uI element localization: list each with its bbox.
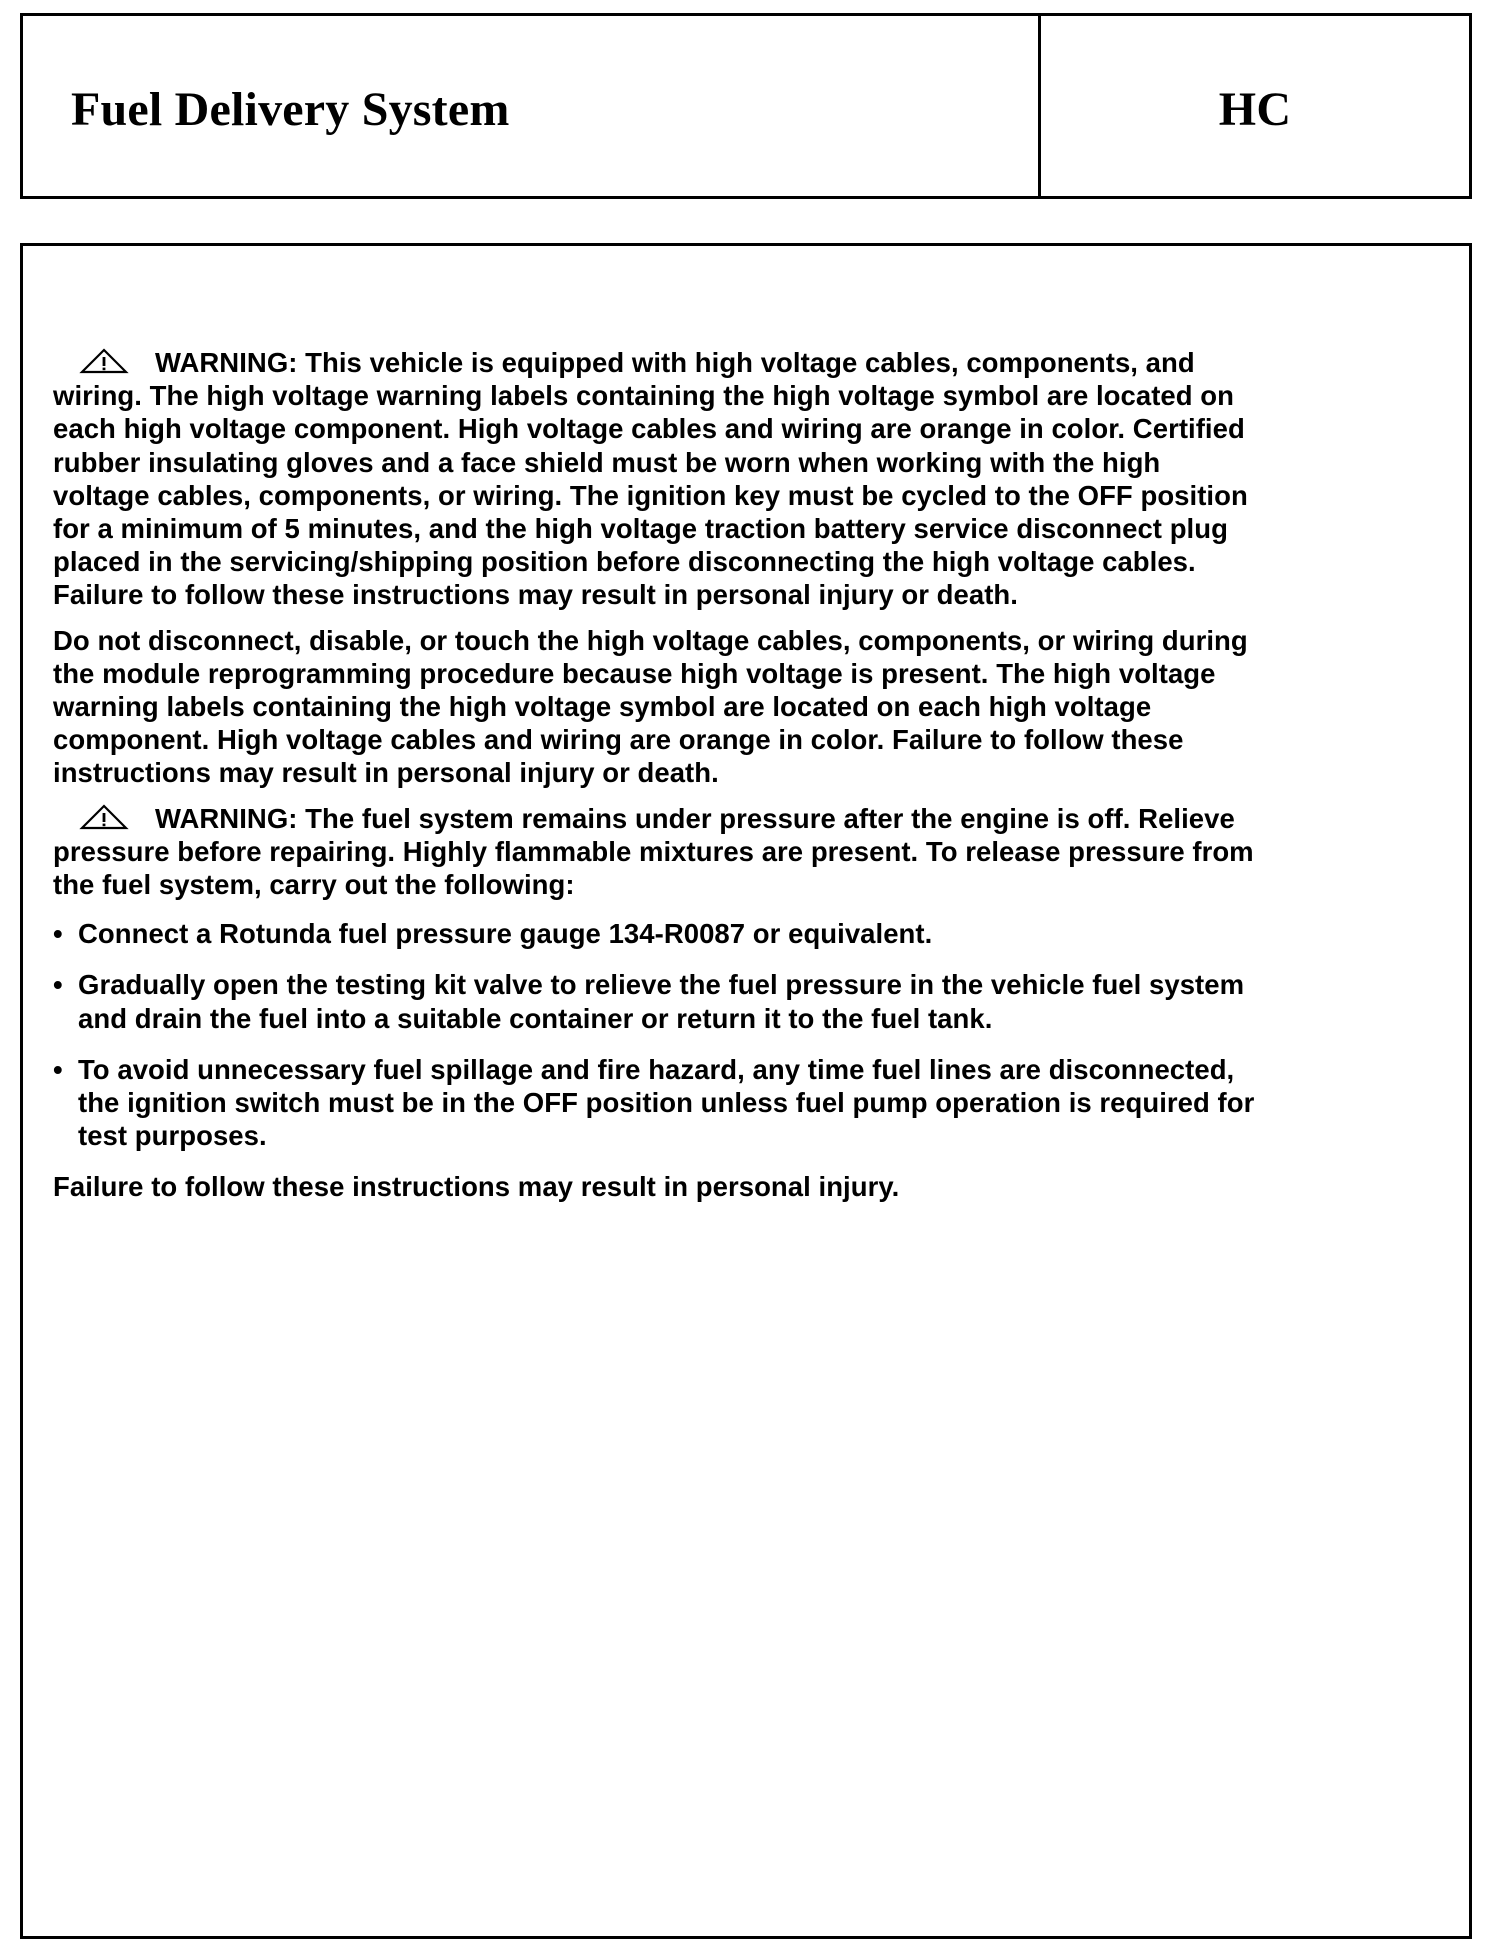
content-box [20, 243, 1472, 1939]
section-code: HC [1218, 82, 1292, 136]
warning-1-line: placed in the servicing/shipping position before disconnecting the high voltage cables. [53, 546, 1196, 578]
bullet-line: Gradually open the testing kit valve to relieve the fuel pressure in the vehicle fuel system [78, 969, 1245, 1001]
warning-1-line: voltage cables, components, or wiring. The ignition key must be cycled to the OFF position [53, 479, 1248, 511]
bullet-marker: • [53, 1053, 63, 1085]
warning-1-p2-line: the module reprogramming procedure because high voltage is present. The high voltage [53, 657, 1216, 689]
warning-1-line: each high voltage component. High voltage cables and wiring are orange in color. Certified [53, 413, 1245, 445]
closing-statement: Failure to follow these instructions may result in personal injury. [53, 1171, 900, 1203]
warning-1-paragraph [53, 346, 1453, 612]
bullet-line: To avoid unnecessary fuel spillage and fire hazard, any time fuel lines are disconnected, [78, 1053, 1235, 1085]
warning-1-paragraph-2 [53, 624, 1453, 790]
header-box [20, 13, 1472, 199]
warning-1-line: wiring. The high voltage warning labels containing the high voltage symbol are located on [53, 380, 1234, 412]
list-item [53, 917, 1453, 950]
warning-1-p2-line: component. High voltage cables and wiring are orange in color. Failure to follow these [53, 724, 1184, 756]
list-item [53, 968, 1453, 1034]
warning-2-line: the fuel system, carry out the following: [53, 869, 575, 901]
page-title: Fuel Delivery System [71, 82, 510, 136]
bullet-line: and drain the fuel into a suitable container or return it to the fuel tank. [78, 1002, 993, 1034]
bullet-marker: • [53, 918, 63, 950]
warning-2-lead: WARNING: The fuel system remains under pressure after the engine is off. Relieve [155, 802, 1235, 834]
warning-1-line: for a minimum of 5 minutes, and the high voltage traction battery service disconnect plug [53, 513, 1228, 545]
bullet-line: test purposes. [78, 1120, 267, 1152]
bullet-line: Connect a Rotunda fuel pressure gauge 134-R0087 or equivalent. [78, 918, 933, 950]
header-title-cell [23, 16, 1041, 196]
warning-triangle-icon [79, 804, 129, 830]
warning-2-paragraph [53, 802, 1453, 902]
warning-1-line: rubber insulating gloves and a face shield must be worn when working with the high [53, 446, 1161, 478]
warning-1-p2-line: Do not disconnect, disable, or touch the high voltage cables, components, or wiring during [53, 624, 1248, 656]
warning-1-line: Failure to follow these instructions may result in personal injury or death. [53, 579, 1018, 611]
bullet-list [53, 917, 1453, 1152]
warning-1-lead: WARNING: This vehicle is equipped with high voltage cables, components, and [155, 347, 1195, 378]
bullet-line: the ignition switch must be in the OFF position unless fuel pump operation is required for [78, 1087, 1255, 1119]
list-item [53, 1053, 1453, 1153]
header-code-cell [1041, 16, 1469, 196]
warning-1-p2-line: instructions may result in personal injury or death. [53, 757, 719, 789]
body-text [53, 346, 1453, 1204]
warning-triangle-icon [79, 348, 129, 374]
bullet-marker: • [53, 969, 63, 1001]
warning-1-p2-line: warning labels containing the high voltage symbol are located on each high voltage [53, 691, 1152, 723]
warning-2-line: pressure before repairing. Highly flammable mixtures are present. To release pressure from [53, 835, 1254, 867]
